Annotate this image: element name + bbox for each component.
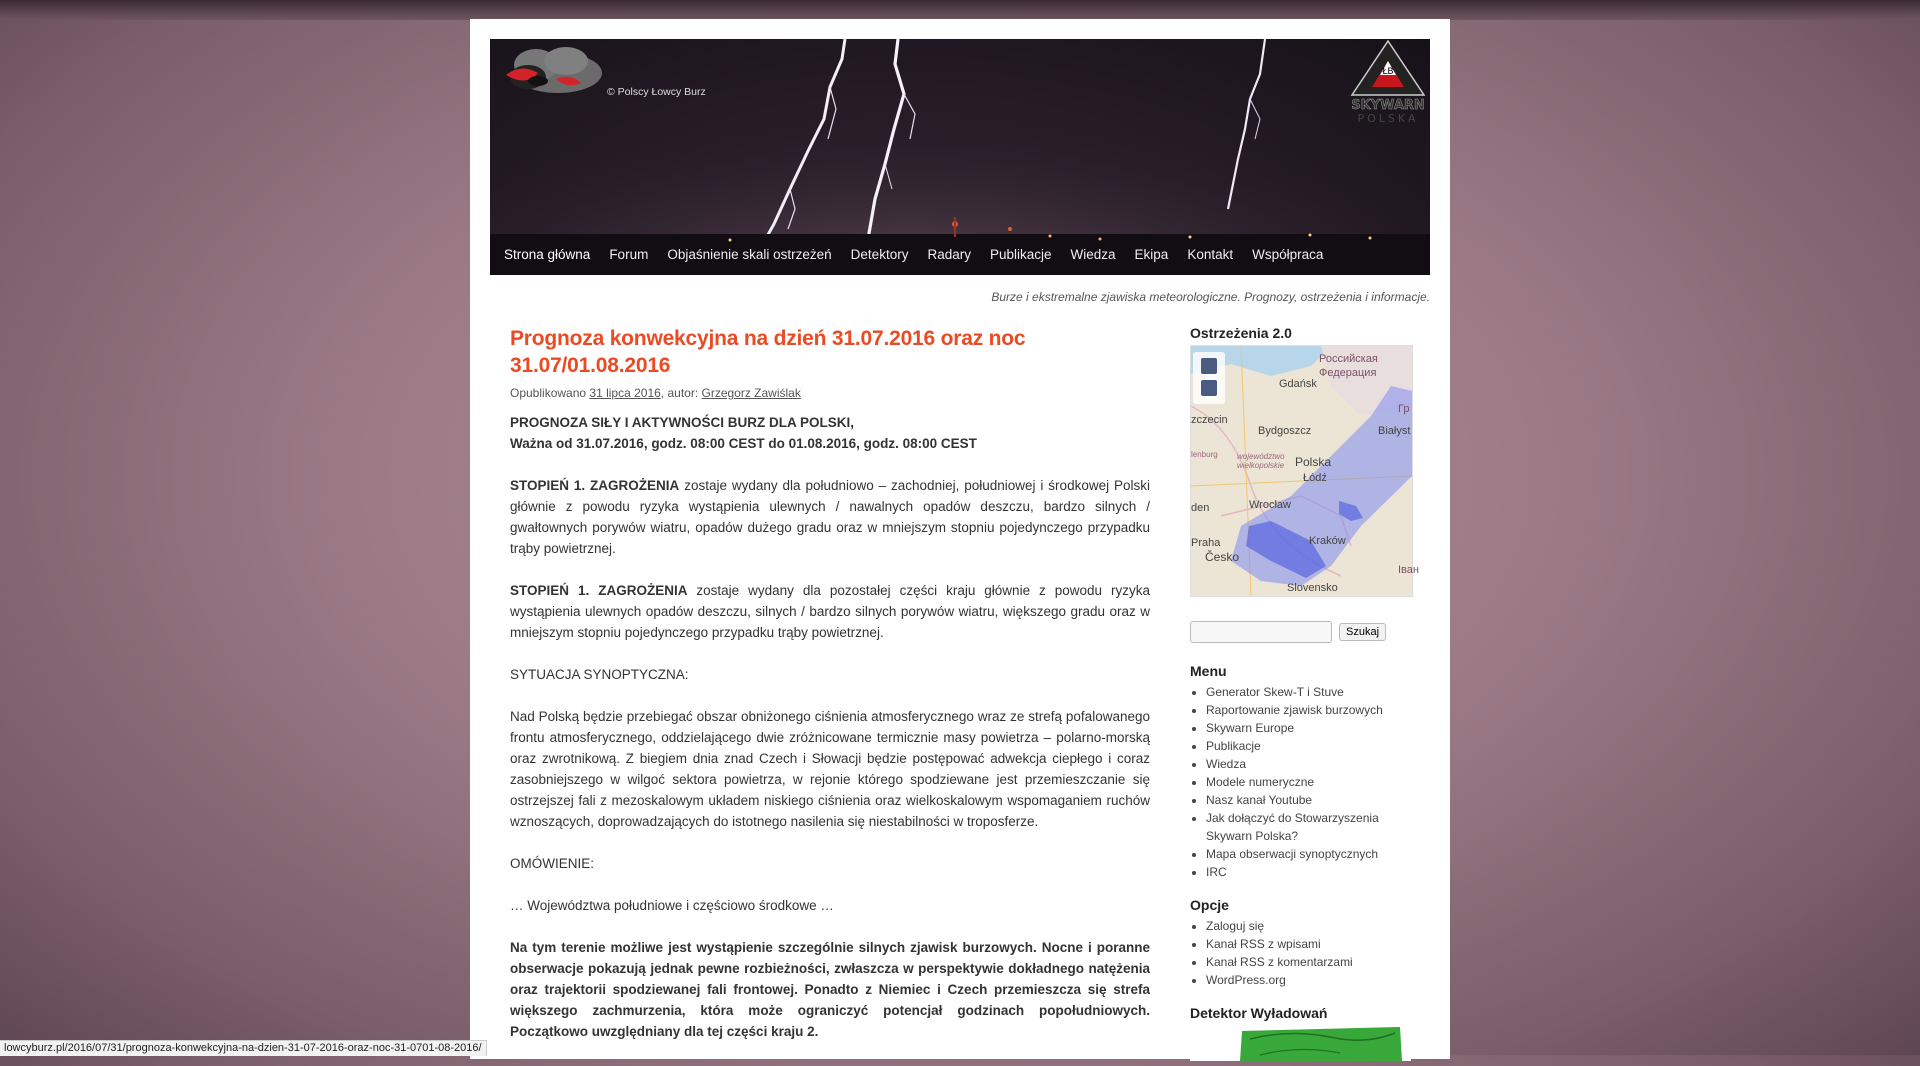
menu-link-2[interactable]: Skywarn Europe bbox=[1206, 721, 1295, 735]
options-item bbox=[1206, 953, 1420, 971]
map-label-russia2: Федерация bbox=[1319, 367, 1377, 379]
skywarn-polska-logo bbox=[1348, 39, 1428, 129]
options-item bbox=[1206, 935, 1420, 953]
nav-item-4[interactable]: Radary bbox=[927, 246, 971, 262]
nav-item-7[interactable]: Ekipa bbox=[1134, 246, 1169, 262]
forecast-heading-line2: Ważna od 31.07.2016, godz. 08:00 CEST do 01.08.2016, godz. 08:00 CEST bbox=[510, 436, 977, 451]
options-link-0[interactable]: Zaloguj się bbox=[1206, 919, 1265, 933]
post-title[interactable] bbox=[510, 325, 1150, 379]
detector-widget bbox=[1190, 1005, 1420, 1061]
menu-link-5[interactable]: Modele numeryczne bbox=[1206, 775, 1315, 789]
menu-item bbox=[1206, 737, 1420, 755]
search-form bbox=[1190, 621, 1420, 643]
page-container bbox=[470, 19, 1450, 1059]
menu-link-8[interactable]: Mapa obserwacji synoptycznych bbox=[1206, 847, 1379, 861]
menu-list bbox=[1190, 683, 1420, 881]
risk-text-2: zostaje wydany dla pozostałej części kraju głównie z powodu ryzyka wystąpienia ulewnych opadów deszczu, silnych / bardzo silnych porywów wiatru, większego gradu oraz w mniejszym stopniu pojedynczego przypadku trąby powietrznej. bbox=[510, 583, 1151, 640]
menu-widget bbox=[1190, 663, 1420, 881]
main-navigation bbox=[490, 233, 1430, 275]
region-heading: … Województwa południowe i częściowo środkowe … bbox=[510, 898, 834, 913]
map-label-russia1: Российская bbox=[1319, 353, 1378, 365]
map-label-wroclaw: Wrocław bbox=[1249, 499, 1291, 511]
map-label-gr: Гр bbox=[1398, 403, 1410, 415]
map-label-bydgoszcz: Bydgoszcz bbox=[1258, 425, 1312, 437]
main-content bbox=[510, 325, 1150, 1063]
forecast-heading-line1: PROGNOZA SIŁY I AKTYWNOŚCI BURZ DLA POLSKI, bbox=[510, 415, 855, 430]
risk-text-1: zostaje wydany dla południowo – zachodniej, południowej i środkowej Polski głównie z powodu ryzyka wystąpienia ulewnych / nawalnych opadów deszczu, bardzo silnych / gwałtownych porywów wiatru, opadów dużego gradu oraz w mniejszym stopniu pojedynczego przypadku trąby powietrznej. bbox=[510, 478, 1150, 556]
menu-item bbox=[1206, 845, 1420, 863]
menu-item bbox=[1206, 863, 1420, 881]
warnings-map[interactable] bbox=[1190, 345, 1419, 597]
site-tagline: Burze i ekstremalne zjawiska meteorologiczne. Prognozy, ostrzeżenia i informacje. bbox=[991, 290, 1430, 304]
nav-item-5[interactable]: Publikacje bbox=[989, 246, 1052, 262]
menu-link-0[interactable]: Generator Skew-T i Stuve bbox=[1206, 685, 1344, 699]
options-title: Opcje bbox=[1190, 897, 1229, 913]
risk-paragraph-1 bbox=[510, 475, 1150, 559]
detector-map[interactable] bbox=[1190, 1025, 1411, 1061]
menu-link-7[interactable]: Jak dołączyć do Stowarzyszenia Skywarn Polska? bbox=[1206, 811, 1379, 843]
skywarn-text: SKYWARN bbox=[1351, 98, 1425, 113]
options-item bbox=[1206, 917, 1420, 935]
synoptic-paragraph: Nad Polską będzie przebiegać obszar obniżonego ciśnienia atmosferycznego wraz ze strefą pofalowanego frontu atmosferycznego, oddzielającego dwie zróżnicowane termicznie masy powietrza – polarno-morską oraz zwrotnikową. Z biegiem dnia znad Czech i Słowacji będzie postępować adwekcja ciepłego i coraz zasobniejszego w wilgoć sektora powietrza, w rejonie którego spodziewane jest przemieszczanie się ostrzejszej fali z mezoskalowym układem niskiego ciśnienia oraz wielkoskalowym wspomaganiem ruchów wznoszących, doprowadzających do istotnego nasilenia się niestabilności w troposferze. bbox=[510, 709, 1150, 829]
map-label-bialystok: Białyst bbox=[1378, 425, 1411, 437]
forecast-heading bbox=[510, 412, 1150, 454]
detector-title: Detektor Wyładowań bbox=[1190, 1005, 1328, 1021]
options-widget bbox=[1190, 897, 1420, 989]
map-label-woj2: wielkopolskie bbox=[1237, 461, 1285, 470]
menu-link-9[interactable]: IRC bbox=[1206, 865, 1227, 879]
menu-item bbox=[1206, 755, 1420, 773]
header-banner bbox=[490, 39, 1430, 275]
nav-item-2[interactable]: Objaśnienie skali ostrzeżeń bbox=[667, 246, 832, 262]
post-meta bbox=[510, 386, 1150, 400]
storm-chasers-logo bbox=[496, 43, 616, 113]
post-date-link[interactable]: 31 lipca 2016 bbox=[589, 386, 661, 400]
map-label-szczecin: zczecin bbox=[1191, 414, 1228, 426]
map-label-gdansk: Gdańsk bbox=[1279, 378, 1317, 390]
synoptic-heading: SYTUACJA SYNOPTYCZNA: bbox=[510, 667, 689, 682]
search-button[interactable]: Szukaj bbox=[1339, 623, 1386, 641]
sidebar bbox=[1190, 325, 1420, 1061]
map-label-ivan: Іван bbox=[1398, 564, 1419, 576]
options-link-2[interactable]: Kanał RSS z komentarzami bbox=[1206, 955, 1353, 969]
menu-link-3[interactable]: Publikacje bbox=[1206, 739, 1261, 753]
menu-title: Menu bbox=[1190, 663, 1227, 679]
menu-item bbox=[1206, 809, 1420, 845]
risk-level-1: STOPIEŃ 1. ZAGROŻENIA bbox=[510, 478, 680, 493]
region-paragraph: Na tym terenie możliwe jest wystąpienie szczególnie silnych zjawisk burzowych. Nocne i poranne obserwacje pokazują jednak pewne rozbieżności, zwłaszcza w perspektywie dokładnego natężenia oraz trajektorii spodziewanej fali frontowej. Ponadto z Niemiec i Czech przemieszcza się strefa większego zachmurzenia, która może ograniczyć potencjał godzinach popołudniowych. Początkowo uwzględniany dla tej części kraju 2. bbox=[510, 940, 1150, 1039]
options-list bbox=[1190, 917, 1420, 989]
browser-top-shadow bbox=[0, 0, 1920, 20]
nav-item-3[interactable]: Detektory bbox=[850, 246, 909, 262]
browser-status-bar: lowcyburz.pl/2016/07/31/prognoza-konwekcyjna-na-dzien-31-07-2016-oraz-noc-31-0701-08-2016/ bbox=[0, 1040, 487, 1056]
nav-item-9[interactable]: Współpraca bbox=[1252, 246, 1324, 262]
nav-item-0[interactable]: Strona główna bbox=[504, 246, 591, 262]
map-label-krakow: Kraków bbox=[1309, 535, 1346, 547]
meta-published-label: Opublikowano bbox=[510, 386, 587, 400]
meta-author-label: , autor: bbox=[660, 386, 699, 400]
map-label-lodz: Łódź bbox=[1303, 472, 1327, 484]
menu-item bbox=[1206, 701, 1420, 719]
menu-item bbox=[1206, 683, 1420, 701]
map-label-slovensko: Slovensko bbox=[1287, 582, 1338, 594]
copyright-text: © Polscy Łowcy Burz bbox=[607, 86, 706, 98]
discussion-heading: OMÓWIENIE: bbox=[510, 856, 594, 871]
menu-link-4[interactable]: Wiedza bbox=[1206, 757, 1247, 771]
risk-level-2: STOPIEŃ 1. ZAGROŻENIA bbox=[510, 583, 688, 598]
nav-item-6[interactable]: Wiedza bbox=[1070, 246, 1116, 262]
map-label-woj1: województwo bbox=[1237, 452, 1285, 461]
menu-link-6[interactable]: Nasz kanał Youtube bbox=[1206, 793, 1313, 807]
skywarn-sub-text: POLSKA bbox=[1357, 112, 1419, 125]
menu-link-1[interactable]: Raportowanie zjawisk burzowych bbox=[1206, 703, 1383, 717]
map-label-polska: Polska bbox=[1295, 455, 1332, 469]
menu-item bbox=[1206, 719, 1420, 737]
map-label-praha: Praha bbox=[1191, 537, 1221, 549]
post-entry bbox=[510, 412, 1150, 1042]
search-input[interactable] bbox=[1190, 621, 1332, 643]
post-author-link[interactable]: Grzegorz Zawiślak bbox=[701, 386, 801, 400]
warnings-title: Ostrzeżenia 2.0 bbox=[1190, 325, 1292, 341]
map-label-cesko: Česko bbox=[1205, 550, 1240, 564]
nav-item-1[interactable]: Forum bbox=[609, 246, 649, 262]
nav-item-8[interactable]: Kontakt bbox=[1187, 246, 1234, 262]
options-item bbox=[1206, 971, 1420, 989]
post-title-link[interactable]: Prognoza konwekcyjna na dzień 31.07.2016 oraz noc 31.07/01.08.2016 bbox=[510, 327, 1026, 377]
options-link-3[interactable]: WordPress.org bbox=[1206, 973, 1286, 987]
menu-item bbox=[1206, 773, 1420, 791]
map-label-den: den bbox=[1191, 502, 1210, 514]
menu-item bbox=[1206, 791, 1420, 809]
risk-paragraph-2 bbox=[510, 580, 1150, 643]
skywarn-badge-text: ŁB bbox=[1382, 67, 1394, 77]
options-link-1[interactable]: Kanał RSS z wpisami bbox=[1206, 937, 1321, 951]
detector-map-graphic bbox=[1190, 1025, 1411, 1061]
map-label-lenburg: lenburg bbox=[1191, 450, 1218, 459]
